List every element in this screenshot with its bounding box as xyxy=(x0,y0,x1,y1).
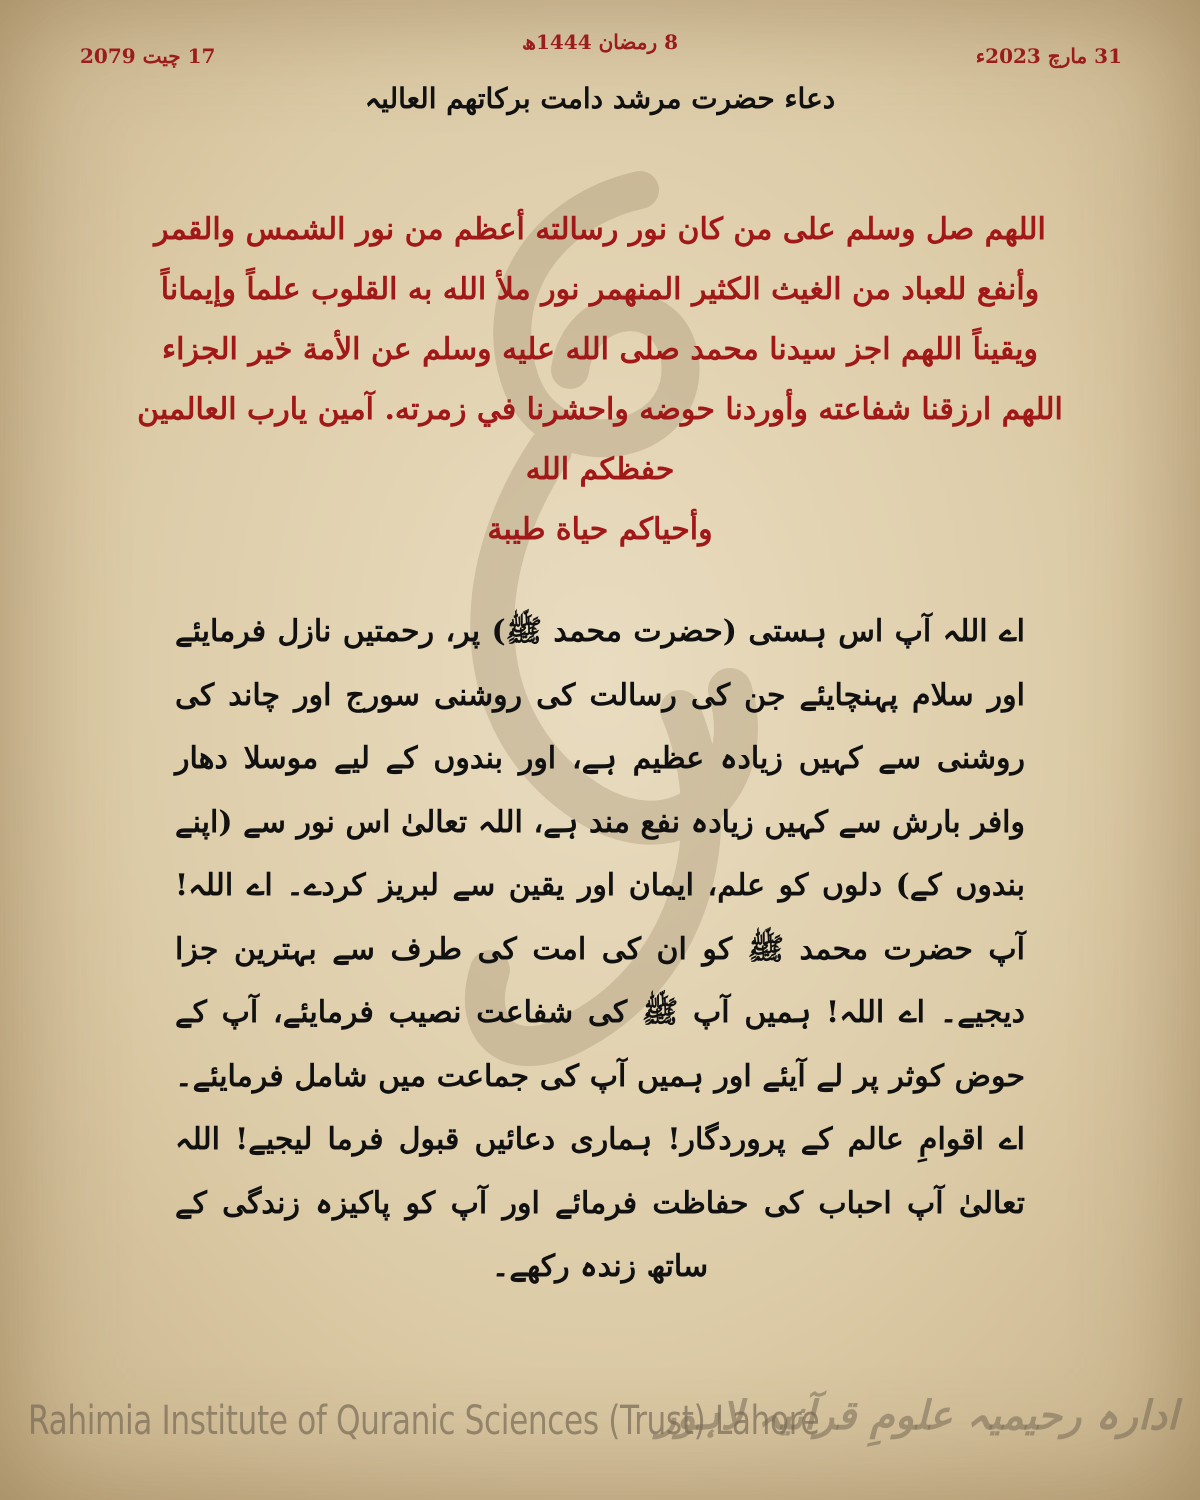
date-gregorian: 31 مارچ 2023ء xyxy=(975,44,1122,68)
institute-name-english: Rahimia Institute of Quranic Sciences (Trust) Lahore xyxy=(28,1398,820,1444)
arabic-dua-line: وأنفع للعباد من الغيث الكثير المنهمر نور ملأ الله به القلوب علماً وإيماناً xyxy=(160,272,1040,307)
arabic-dua-line: اللهم صل وسلم على من كان نور رسالته أعظم من نور الشمس والقمر xyxy=(154,212,1046,247)
footer xyxy=(0,1370,1200,1460)
arabic-dua-line: ويقيناً اللهم اجز سيدنا محمد صلى الله عليه وسلم عن الأمة خير الجزاء xyxy=(162,332,1038,367)
date-bikrami: 17 چیت 2079 xyxy=(80,44,216,68)
arabic-dua-line: وأحياكم حياة طيبة xyxy=(487,512,713,547)
page-title: دعاء حضرت مرشد دامت برکاتھم العالیہ xyxy=(364,82,836,115)
date-hijri: 8 رمضان 1444ھ xyxy=(522,30,678,54)
arabic-dua xyxy=(100,200,1100,560)
institute-logo-urdu: ادارہ رحیمیہ علومِ قرآنیہ لاہور xyxy=(657,1392,1178,1439)
urdu-translation: اے اللہ آپ اس ہستی (حضرت محمد ﷺ) پر، رحمتیں نازل فرمایئے اور سلام پہنچایئے جن کی رسالت کی روشنی سورج اور چاند کی روشنی سے کہیں زیادہ عظیم ہے، اور بندوں کے لیے موسلا دھار وافر بارش سے کہیں زیادہ نفع مند ہے، اللہ تعالیٰ اس نور سے (اپنے بندوں کے) دلوں کو علم، ایمان اور یقین سے لبریز کردے۔ اے اللہ! آپ حضرت محمد ﷺ کو ان کی امت کی طرف سے بہترین جزا دیجیے۔ اے اللہ! ہمیں آپ ﷺ کی شفاعت نصیب فرمایئے، آپ کے حوض کوثر پر لے آیئے اور ہمیں آپ کی جماعت میں شامل فرمایئے۔ اے اقوامِ عالم کے پروردگار! ہماری دعائیں قبول فرما لیجیے! اللہ تعالیٰ آپ احباب کی حفاظت فرمائے اور آپ کو پاکیزہ زندگی کے ساتھ زندہ رکھے۔ xyxy=(175,614,1025,1284)
arabic-dua-line: اللهم ارزقنا شفاعته وأوردنا حوضه واحشرنا في زمرته. آمين يارب العالمين حفظكم الله xyxy=(137,392,1063,487)
